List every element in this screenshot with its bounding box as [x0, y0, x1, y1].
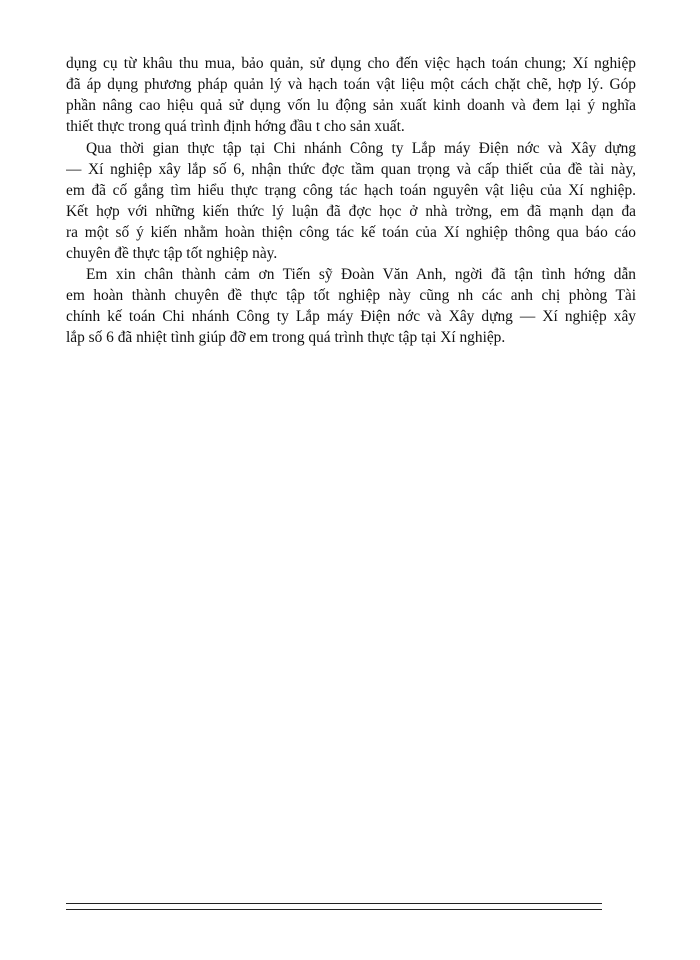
text-line: dụng cụ từ khâu thu mua, bảo quản, sử dụng cho đến việc hạch toán chung; Xí nghiệp	[66, 55, 636, 72]
text-line: thiết thực trong quá trình định hớng đầu t cho sản xuất.	[66, 118, 405, 135]
text-line: chính kế toán Chi nhánh Công ty Lắp máy Điện nớc và Xây dựng — Xí nghiệp xây	[66, 308, 636, 325]
text-line: em hoàn thành chuyên đề thực tập tốt nghiệp này cũng nh các anh chị phòng Tài	[66, 287, 636, 304]
text-line: phần nâng cao hiệu quả sử dụng vốn lu động sản xuất kinh doanh và đem lại ý nghĩa	[66, 97, 636, 114]
text-line: ra một số ý kiến nhằm hoàn thiện công tác kế toán của Xí nghiệp thông qua báo cáo	[66, 224, 636, 241]
text-line: chuyên đề thực tập tốt nghiệp này.	[66, 245, 278, 262]
text-line: Qua thời gian thực tập tại Chi nhánh Công ty Lắp máy Điện nớc và Xây dựng	[86, 140, 636, 157]
text-line: đã áp dụng phương pháp quản lý và hạch toán vật liệu một cách chặt chẽ, hợp lý. Góp	[66, 76, 636, 93]
text-line: Kết hợp với những kiến thức lý luận đã đợc học ở nhà trờng, em đã mạnh dạn đa	[66, 203, 636, 220]
footer-divider	[66, 903, 602, 910]
text-line: Em xin chân thành cảm ơn Tiến sỹ Đoàn Văn Anh, ngời đã tận tình hớng dẫn	[86, 266, 636, 283]
text-line: em đã cố gắng tìm hiểu thực trạng công tác hạch toán nguyên vật liệu của Xí nghiệp.	[66, 182, 636, 199]
text-line: — Xí nghiệp xây lắp số 6, nhận thức đợc tầm quan trọng và cấp thiết của đề tài này,	[66, 161, 636, 178]
text-line: lắp số 6 đã nhiệt tình giúp đỡ em trong quá trình thực tập tại Xí nghiệp.	[66, 329, 506, 346]
